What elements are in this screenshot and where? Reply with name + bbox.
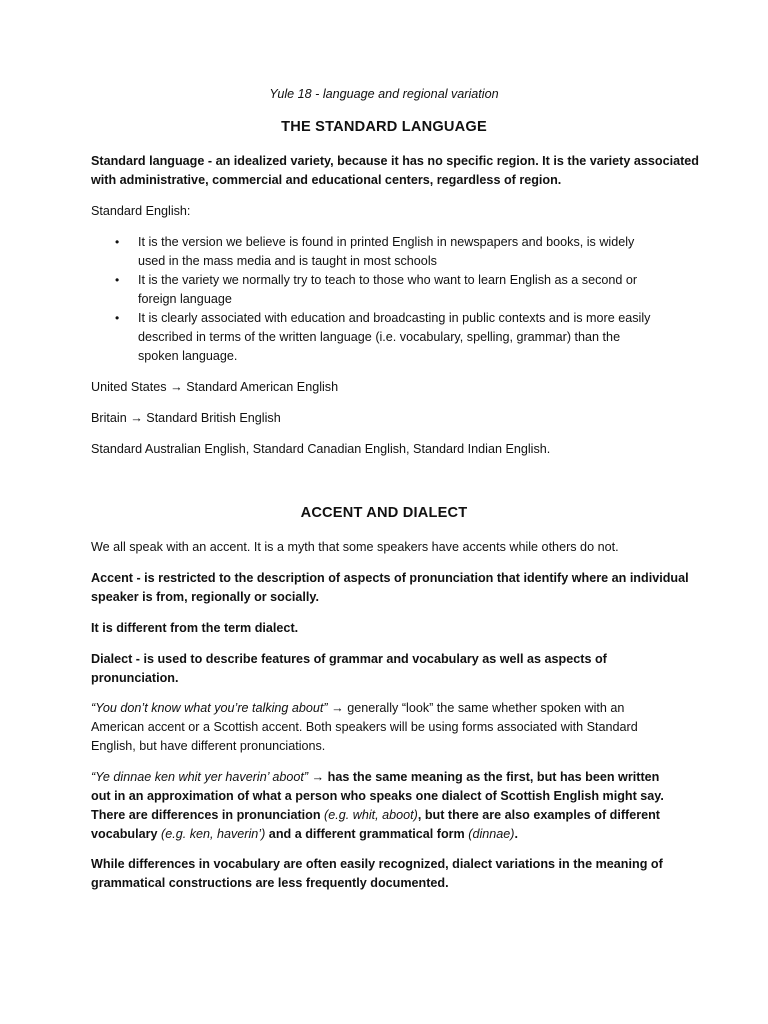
standard-language-term: Standard language (91, 154, 205, 168)
accent-definition-line-1: Accent - is restricted to the description of aspects of pronunciation that identify where an individual (91, 571, 689, 585)
example-2-quote: “Ye dinnae ken whit yer haverin’ aboot” (91, 770, 309, 784)
example-2-line-2: out in an approximation of what a person who speaks one dialect of Scottish English might say. (91, 789, 664, 803)
example-1-line-2: American accent or a Scottish accent. Both speakers will be using forms associated with Standard (91, 720, 638, 734)
bullet-3-line-3: spoken language. (138, 349, 238, 363)
example-1-line-1: “You don’t know what you’re talking about” → generally “look” the same whether spoken with an (91, 701, 625, 715)
example-1-line-3: English, but have different pronunciations. (91, 739, 326, 753)
document-subtitle: Yule 18 - language and regional variation (269, 87, 499, 101)
bullet-3-line-1: It is clearly associated with education and broadcasting in public contexts and is more easily (138, 311, 651, 325)
britain-standard-line: Britain → Standard British English (91, 411, 281, 425)
closing-line-1: While differences in vocabulary are often easily recognized, dialect variations in the meaning of (91, 857, 663, 871)
other-standards-line: Standard Australian English, Standard Canadian English, Standard Indian English. (91, 442, 551, 456)
different-from-dialect-line: It is different from the term dialect. (91, 621, 299, 635)
dialect-definition-line-1: Dialect - is used to describe features of grammar and vocabulary as well as aspects of (91, 652, 607, 666)
bullet-3-line-2: described in terms of the written language (i.e. vocabulary, spelling, grammar) than the (138, 330, 621, 344)
heading-standard-language: THE STANDARD LANGUAGE (281, 119, 487, 135)
example-2-line-1: “Ye dinnae ken whit yer haverin’ aboot” → has the same meaning as the first, but has been written (91, 770, 660, 784)
example-2-line-4: vocabulary (e.g. ken, haverin’) and a different grammatical form (dinnae). (91, 827, 518, 841)
standard-language-definition-line-2: with administrative, commercial and educational centers, regardless of region. (91, 173, 562, 187)
accent-definition-line-2: speaker is from, regionally or socially. (91, 590, 319, 604)
us-standard-line: United States → Standard American English (91, 380, 339, 394)
bullet-2-line-1: It is the variety we normally try to teach to those who want to learn English as a second or (138, 273, 638, 287)
standard-language-definition-line-1: Standard language - an idealized variety, because it has no specific region. It is the variety associated (91, 154, 699, 168)
dialect-definition-line-2: pronunciation. (91, 671, 179, 685)
example-1-quote: “You don’t know what you’re talking about” (91, 701, 328, 715)
heading-accent-and-dialect: ACCENT AND DIALECT (300, 505, 468, 521)
bullet-glyph: • (115, 273, 120, 287)
bullet-glyph: • (115, 235, 120, 249)
accent-myth-line: We all speak with an accent. It is a myth that some speakers have accents while others do not. (91, 540, 619, 554)
standard-english-label: Standard English: (91, 204, 191, 218)
bullet-2-line-2: foreign language (138, 292, 232, 306)
bullet-glyph: • (115, 311, 120, 325)
example-2-line-3: There are differences in pronunciation (e.g. whit, aboot), but there are also examples of different (91, 808, 661, 822)
bullet-1-line-1: It is the version we believe is found in printed English in newspapers and books, is widely (138, 235, 635, 249)
closing-line-2: grammatical constructions are less frequently documented. (91, 876, 449, 890)
bullet-1-line-2: used in the mass media and is taught in most schools (138, 254, 437, 268)
